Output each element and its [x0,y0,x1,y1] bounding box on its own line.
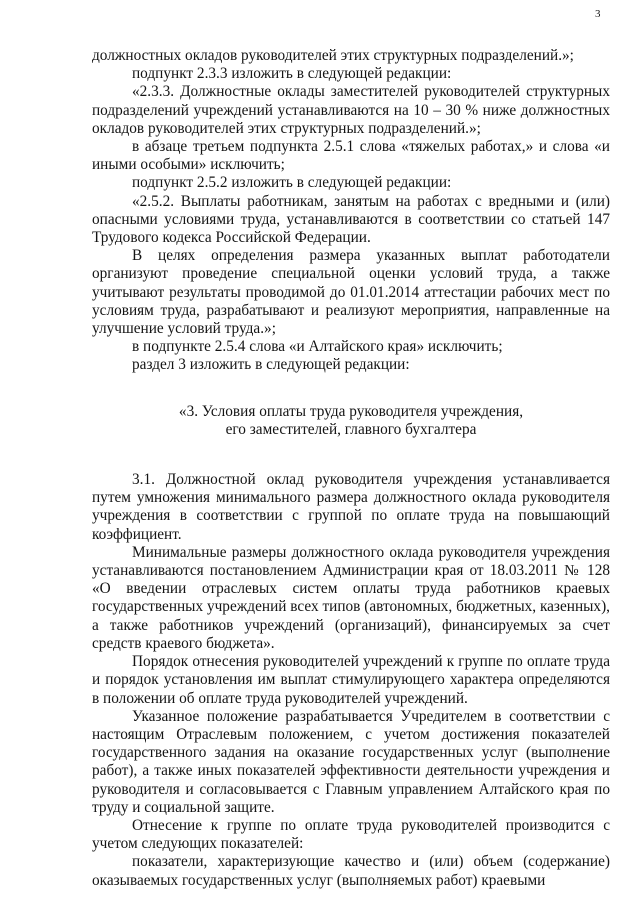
section-heading-line: его заместителей, главного бухгалтера [225,420,477,438]
section-paragraph: Порядок отнесения руководителей учреждений к группе по оплате труда и порядок установления им выплат стимулирующего характера определяются в положении об оплате труда руководителей учреждений. [92,653,610,707]
section-paragraph: Минимальные размеры должностного оклада руководителя учреждения устанавливаются постановлением Администрации края от 18.03.2011 № 128 «О введении отраслевых систем оплаты труда работников краевых государственных учреждений всех типов (автономных, бюджетных, казенных), а также работников учреждений (организаций), финансируемых за счет средств краевого бюджета». [92,543,610,652]
section-paragraph: Указанное положение разрабатывается Учредителем в соответствии с настоящим Отраслевым положением, с учетом достижения показателей государственного задания на оказание государственных услуг (выполнение работ), а также иных показателей эффективности деятельности учреждения и руководителя и согласовывается с Главным управлением Алтайского края по труду и социальной защите. [92,707,610,816]
section-paragraph: 3.1. Должностной оклад руководителя учреждения устанавливается путем умножения минимального размера должностного оклада руководителя учреждения в соответствии с группой по оплате труда на повышающий коэффициент. [92,471,610,543]
document-body [92,47,610,890]
amendment-paragraph: «2.5.2. Выплаты работникам, занятым на работах с вредными и (или) опасными условиями труда, устанавливаются в соответствии со статьей 147 Трудового кодекса Российской Федерации. [92,192,610,247]
amendment-paragraph: «2.3.3. Должностные оклады заместителей руководителей структурных подразделений учреждений устанавливаются на 10 – 30 % ниже должностных окладов руководителей этих структурных подразделений.»; [92,83,610,137]
amendment-paragraph: должностных окладов руководителей этих структурных подразделений.»; [92,47,574,64]
amendment-paragraph: раздел 3 изложить в следующей редакции: [132,356,410,374]
section-paragraph: показатели, характеризующие качество и (или) объем (содержание) оказываемых государственных услуг (выполняемых работ) краевыми [92,853,610,889]
amendment-paragraph: В целях определения размера указанных выплат работодатели организуют проведение специальной оценки условий труда, а также учитывают результаты проводимой до 01.01.2014 аттестации рабочих мест по условиям труда, разрабатывают и реализуют мероприятия, направленные на улучшение условий труда.»; [92,247,610,338]
amendment-paragraph: в подпункте 2.5.4 слова «и Алтайского края» исключить; [132,338,503,356]
section-heading [92,403,610,439]
amendment-paragraph: подпункт 2.5.2 изложить в следующей редакции: [132,174,452,192]
amendment-paragraph: подпункт 2.3.3 изложить в следующей редакции: [132,65,452,83]
section-heading-line: «3. Условия оплаты труда руководителя учреждения, [178,402,524,420]
section-paragraph: Отнесение к группе по оплате труда руководителей производится с учетом следующих показателей: [92,816,610,853]
page-number: 3 [595,8,601,20]
amendment-paragraph: в абзаце третьем подпункта 2.5.1 слова «тяжелых работах,» и слова «и иными особыми» исключить; [92,138,610,174]
